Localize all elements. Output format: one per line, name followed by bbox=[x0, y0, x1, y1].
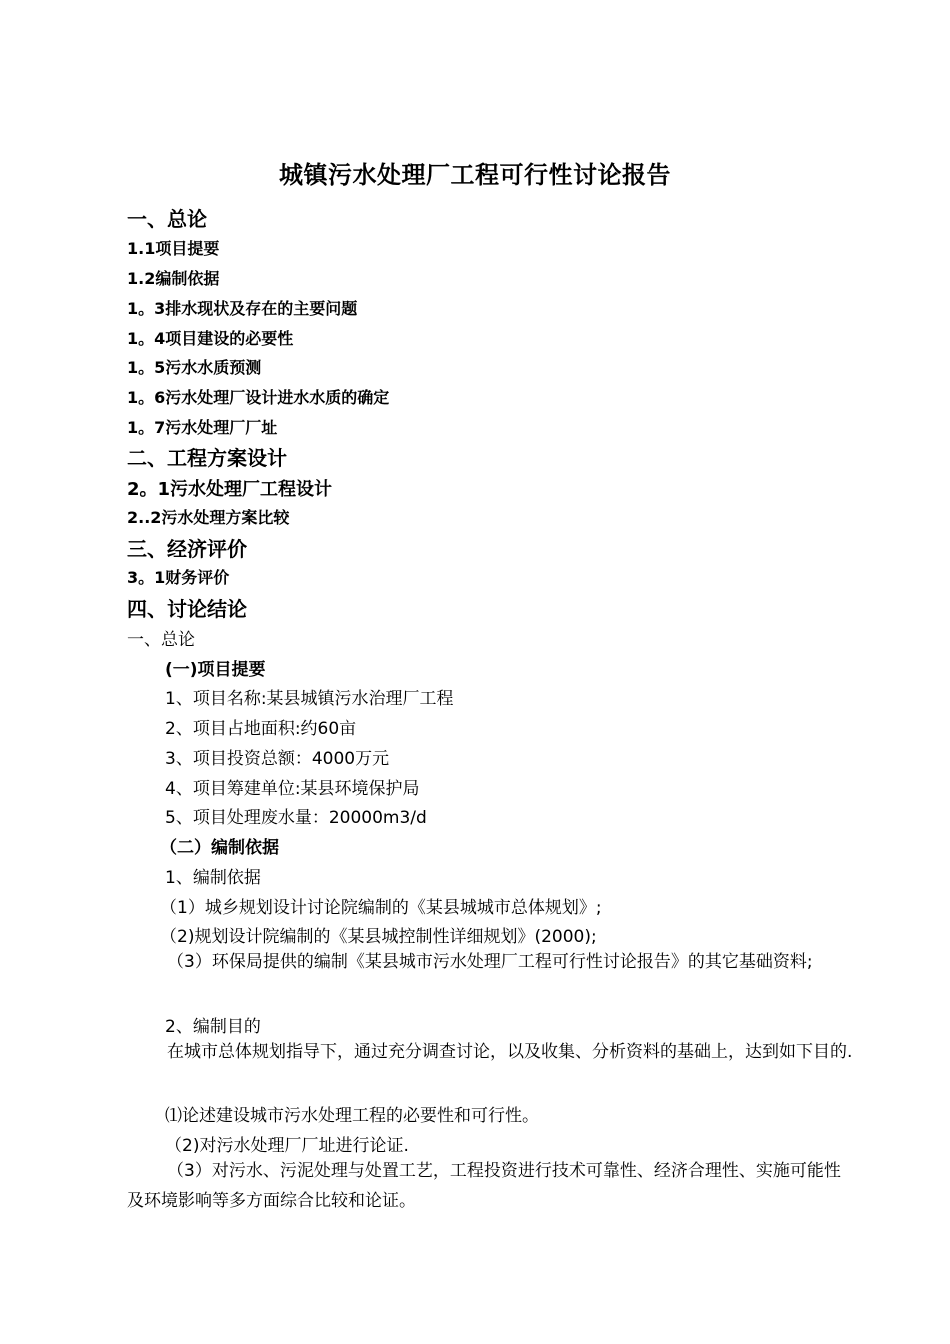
list-item: 5、项目处理废水量：20000m3/d bbox=[165, 808, 427, 828]
paragraph-text: （3）环保局提供的编制《某县城市污水处理厂工程可行性讨论报告》的其它基础资料; bbox=[167, 952, 813, 972]
toc-item: 1。7污水处理厂厂址 bbox=[127, 418, 278, 437]
paragraph bbox=[127, 1037, 853, 1067]
toc-item: 2。1污水处理厂工程设计 bbox=[127, 479, 333, 500]
list-item: 3、项目投资总额：4000万元 bbox=[165, 749, 390, 769]
paragraph: （1）城乡规划设计讨论院编制的《某县城城市总体规划》; bbox=[160, 898, 602, 918]
paragraph: （2)规划设计院编制的《某县城控制性详细规划》(2000); bbox=[160, 927, 597, 947]
paragraph: ⑴论述建设城市污水处理工程的必要性和可行性。 bbox=[165, 1106, 539, 1126]
list-item: 4、项目筹建单位:某县环境保护局 bbox=[165, 779, 420, 799]
paragraph-text: 在城市总体规划指导下，通过充分调查讨论，以及收集、分析资料的基础上，达到如下目的. bbox=[167, 1042, 853, 1062]
list-item: 2、项目占地面积:约60亩 bbox=[165, 719, 357, 739]
toc-heading: 一、总论 bbox=[127, 207, 207, 231]
page-title: 城镇污水处理厂工程可行性讨论报告 bbox=[279, 161, 671, 189]
toc-item: 1.1项目提要 bbox=[127, 239, 220, 258]
paragraph bbox=[127, 947, 853, 977]
list-item: 1、项目名称:某县城镇污水治理厂工程 bbox=[165, 689, 454, 709]
toc-item: 1.2编制依据 bbox=[127, 269, 220, 288]
paragraph: （2)对污水处理厂厂址进行论证. bbox=[165, 1136, 409, 1156]
toc-item: 1。4项目建设的必要性 bbox=[127, 329, 294, 348]
toc-item: 1。6污水处理厂设计进水水质的确定 bbox=[127, 388, 390, 407]
toc-item: 3。1财务评价 bbox=[127, 568, 230, 587]
paragraph-text: （3）对污水、污泥处理与处置工艺，工程投资进行技术可靠性、经济合理性、实施可能性及环境影响等多方面综合比较和论证。 bbox=[127, 1161, 841, 1211]
toc-heading: 四、讨论结论 bbox=[127, 597, 247, 621]
paragraph bbox=[127, 1156, 853, 1216]
toc-heading: 三、经济评价 bbox=[127, 537, 247, 561]
toc-heading: 二、工程方案设计 bbox=[127, 446, 287, 470]
section-heading: 一、总论 bbox=[127, 630, 195, 650]
toc-item: 1。5污水水质预测 bbox=[127, 358, 262, 377]
paragraph: 2、编制目的 bbox=[165, 1017, 261, 1037]
subsection-heading: (一)项目提要 bbox=[165, 660, 266, 680]
subsection-heading: （二）编制依据 bbox=[160, 838, 279, 858]
toc-item: 1。3排水现状及存在的主要问题 bbox=[127, 299, 358, 318]
paragraph: 1、编制依据 bbox=[165, 868, 261, 888]
toc-item: 2..2污水处理方案比较 bbox=[127, 508, 290, 527]
